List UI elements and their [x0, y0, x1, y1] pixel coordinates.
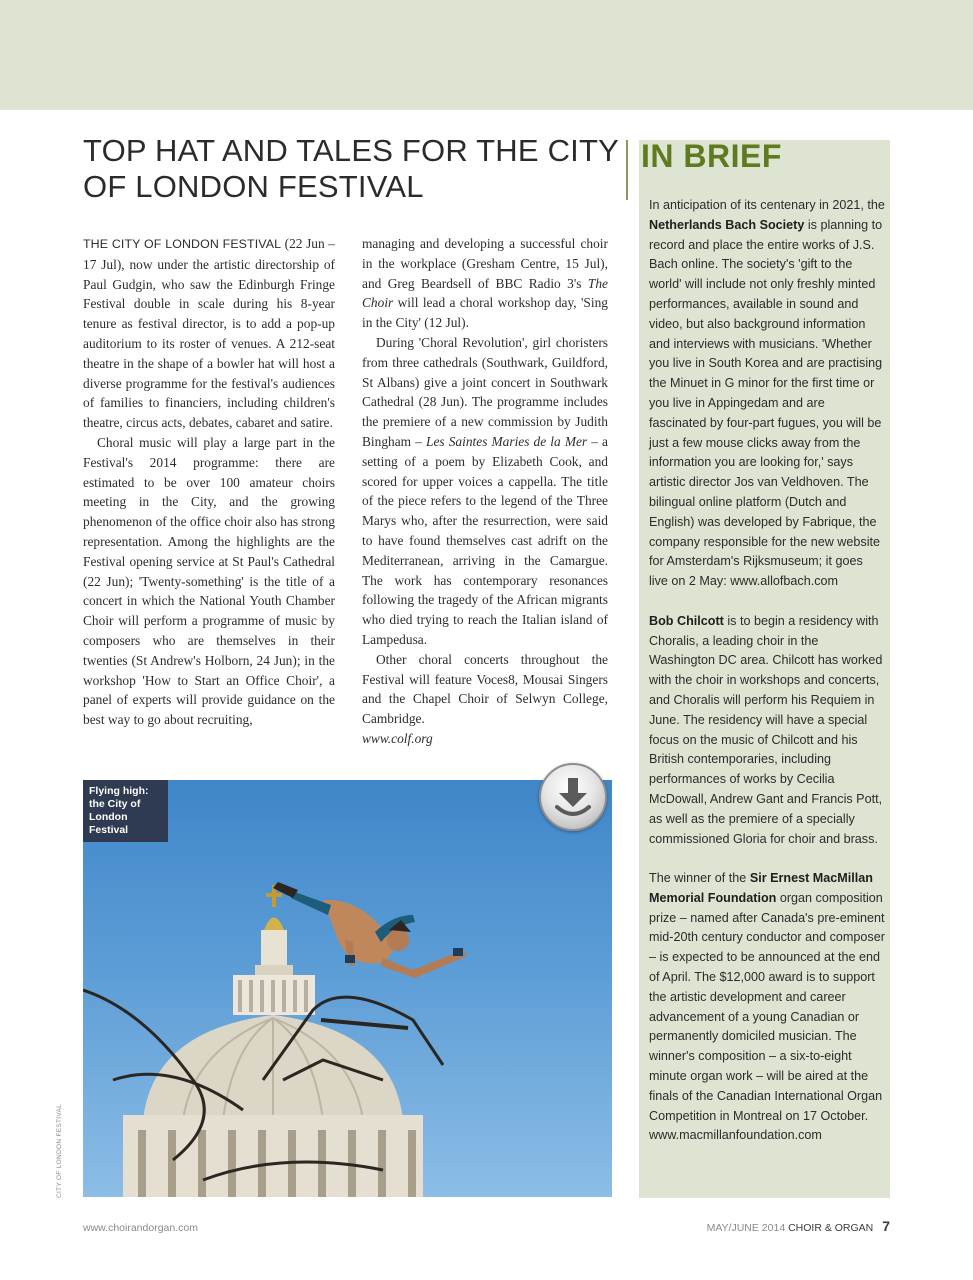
- article-column-2: [362, 234, 608, 749]
- festival-photo: [83, 780, 612, 1197]
- paragraph-text: managing and developing a successful choir in the workplace (Gresham Centre, 15 Jul), and Greg Beardsell of BBC Radio 3's: [362, 236, 608, 291]
- brief-highlight: Sir Ernest MacMillan Memorial Foundation: [649, 871, 873, 905]
- article-headline: TOP HAT AND TALES FOR THE CITY OF LONDON FESTIVAL: [83, 133, 619, 204]
- page-number: 7: [882, 1218, 890, 1234]
- footer-folio: [707, 1218, 890, 1234]
- paragraph-text: will lead a choral workshop day, 'Sing in the City' (12 Jul).: [362, 295, 608, 331]
- work-title: Les Saintes Maries de la Mer: [426, 433, 588, 449]
- download-icon: [541, 765, 605, 829]
- trapeze-bar: [321, 1020, 408, 1028]
- lantern-cap: [264, 918, 284, 931]
- photo-credit: CITY OF LONDON FESTIVAL: [56, 1103, 63, 1198]
- download-button[interactable]: [539, 763, 607, 831]
- brief-text: is planning to record and place the entire works of J.S. Bach online. The society's 'gift to the world' will include not only freshly minted performances, available in sound and video, but also background information and interviews with musicians. 'Whether you live in South Korea and are practising the Minuet in G minor for the first time or you live in Appingedam and are fascinated by four-part fugues, you will be just a few mouse clicks away from the information you are looking for,' says artistic director Jos van Veldhoven. The bilingual online platform (Dutch and English) was developed by Fabrique, the company responsible for the new website for Amsterdam's Rijksmuseum; it goes live on 2 May: www.allofbach.com: [649, 217, 883, 589]
- acrobat: [273, 882, 467, 978]
- programme-title: The Choir: [362, 275, 608, 311]
- brief-highlight: Bob Chilcott: [649, 613, 724, 628]
- magazine-name: CHOIR & ORGAN: [788, 1222, 874, 1234]
- photo-caption: Flying high: the City of London Festival: [83, 780, 168, 842]
- brief-text: In anticipation of its centenary in 2021, the: [649, 198, 885, 212]
- festival-link[interactable]: www.colf.org: [362, 730, 433, 746]
- top-color-band: [0, 0, 973, 110]
- brief-text: organ composition prize – named after Canada's pre-eminent mid-20th century conductor and composer – is expected to be announced at the end of April. The $12,000 award is to support the artistic development and career advancement of a young Canadian or permanently domiciled musician. The winner's composition – a six-to-eight minute organ work – will be aired at the finals of the Canadian International Organ Competition in Montreal on 17 October. www.macmillanfoundation.com: [649, 890, 885, 1143]
- footer-website[interactable]: www.choirandorgan.com: [83, 1222, 198, 1234]
- paragraph-text: During 'Choral Revolution', girl choristers from three cathedrals (Southwark, Guildford, St Albans) give a joint concert in Southwark Cathedral (28 Jun). The programme includes the premiere of a new commission by Judith Bingham –: [362, 334, 608, 449]
- article-paragraph: [362, 333, 608, 650]
- dome-lantern: [261, 930, 287, 970]
- lead-in-caps: THE CITY OF LONDON FESTIVAL: [83, 237, 282, 251]
- article-paragraph: Choral music will play a large part in the Festival's 2014 programme: there are estimated to be over 100 amateur choirs meeting in the City, and the growing phenomenon of the office choir also has strong representation. Among the highlights are the Festival opening service at St Paul's Cathedral (22 Jun); 'Twenty-something' is the title of a concert in which the National Youth Chamber Choir will perform a programme of music by composers who are themselves in their twenties (St Andrew's Holborn, 24 Jun); in the workshop 'How to Start an Office Choir', a panel of experts will provide guidance on the best way to go about recruiting,: [83, 434, 335, 728]
- paragraph-text: (22 Jun – 17 Jul), now under the artistic directorship of Paul Gudgin, who saw the Edinburgh Fringe Festival double in scale during his 8-year tenure as festival director, is to add a pop-up auditorium to its roster of venues. A 212-seat theatre in the shape of a bowler hat will host a diverse programme for the festival's audiences of families to financiers, including children's theatre, circus acts, debates, cabaret and satire.: [83, 236, 335, 431]
- article-column-1: [83, 234, 335, 730]
- sidebar-title: IN BRIEF: [641, 138, 782, 174]
- gold-cross-arm: [266, 893, 282, 897]
- paragraph-text: – a setting of a poem by Elizabeth Cook, and scored for upper voices a cappella. The title of the piece refers to the legend of the Three Marys who, after the resurrection, were said to have found themselves cast adrift on the Mediterranean, arriving in the Camargue. The work has contemporary resonances following the tragedy of the African migrants who died trying to reach the Italian island of Lampedusa.: [362, 433, 608, 647]
- photo-illustration: [83, 780, 612, 1197]
- article-paragraph: [362, 234, 608, 333]
- brief-highlight: Netherlands Bach Society: [649, 217, 805, 232]
- column-divider: [626, 140, 628, 200]
- issue-date: MAY/JUNE 2014: [706, 1222, 786, 1234]
- brief-item: [649, 196, 885, 592]
- in-brief-sidebar: [639, 140, 890, 1198]
- brief-item: [649, 869, 885, 1146]
- article-paragraph: [83, 234, 335, 433]
- brief-item: [649, 612, 885, 850]
- brief-text: The winner of the: [649, 871, 750, 886]
- brief-text: is to begin a residency with Choralis, a leading choir in the Washington DC area. Chilcott has worked with the choir in workshops and concerts, and Choralis will perform his Requiem in June. The residency will have a special focus on the music of Chilcott and his British contemporaries, including performances of works by Cecilia McDowall, Andrew Gant and Francis Pott, as well as the premiere of a specially commissioned Gloria for choir and brass.: [649, 613, 883, 846]
- sidebar-body: [649, 196, 885, 1166]
- article-paragraph: Other choral concerts throughout the Festival will feature Voces8, Mousai Singers and the Chapel Choir of Selwyn College, Cambridge.: [362, 651, 608, 727]
